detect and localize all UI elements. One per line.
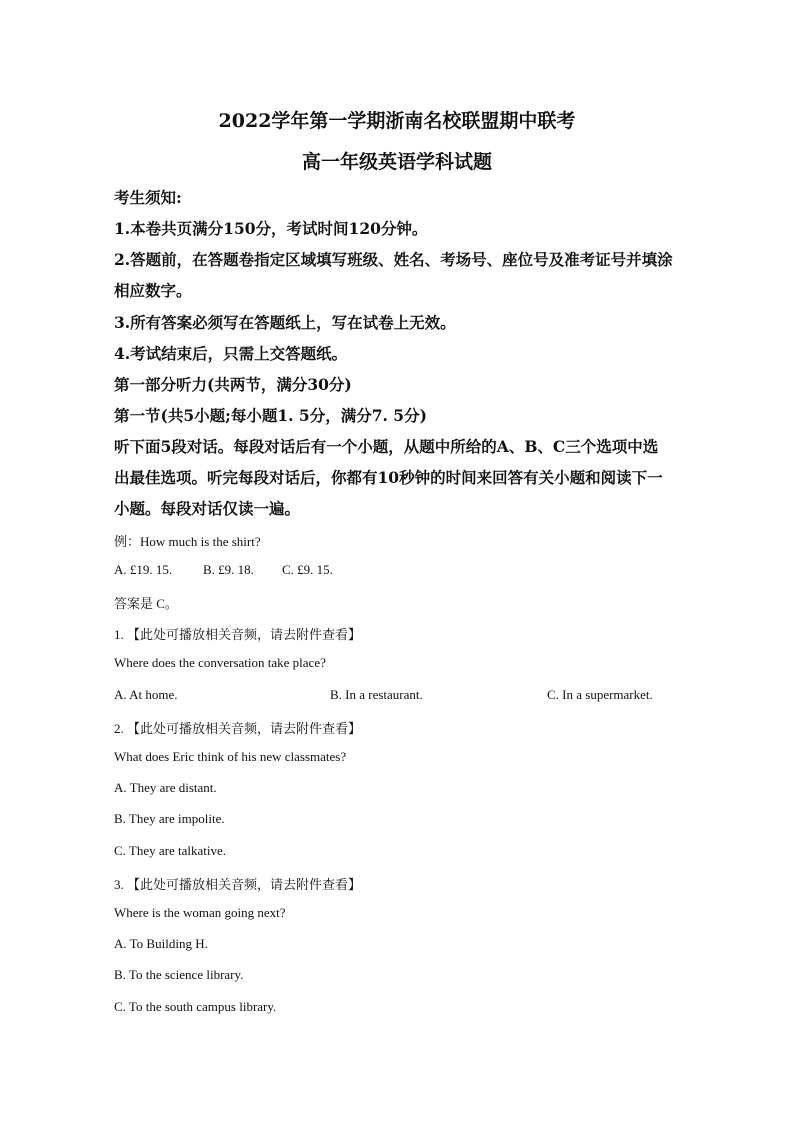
example-option-c: C. £9. 15. <box>282 562 333 577</box>
notice-heading: 考生须知: <box>114 188 182 207</box>
example-answer: 答案是 C。 <box>114 596 178 611</box>
example-question: 例：How much is the shirt? <box>114 534 261 549</box>
notice-item: 3.所有答案必须写在答题纸上，写在试卷上无效。 <box>114 313 456 332</box>
instructions-line: 听下面5段对话。每段对话后有一个小题，从题中所给的A、B、C三个选项中选 <box>114 437 659 456</box>
example-option-b: B. £9. 18. <box>203 562 254 577</box>
question-3-option-c: C. To the south campus library. <box>114 999 277 1014</box>
question-1-option-a: A. At home. <box>114 687 178 702</box>
question-2-text: What does Eric think of his new classmates? <box>114 749 347 764</box>
question-3-option-a: A. To Building H. <box>114 936 208 951</box>
question-1-option-c: C. In a supermarket. <box>547 687 653 702</box>
instructions-line: 小题。每段对话仅读一遍。 <box>114 499 301 518</box>
notice-item: 相应数字。 <box>114 281 192 300</box>
question-2-option-c: C. They are talkative. <box>114 843 227 858</box>
question-3-text: Where is the woman going next? <box>114 905 286 920</box>
question-3-option-b: B. To the science library. <box>114 967 244 982</box>
question-1-audio[interactable]: 1. 【此处可播放相关音频，请去附件查看】 <box>114 627 362 642</box>
question-1-option-b: B. In a restaurant. <box>330 687 423 702</box>
example-option-a: A. £19. 15. <box>114 562 173 577</box>
question-2-audio[interactable]: 2. 【此处可播放相关音频，请去附件查看】 <box>114 721 362 736</box>
question-3-audio[interactable]: 3. 【此处可播放相关音频，请去附件查看】 <box>114 877 362 892</box>
instructions-line: 出最佳选项。听完每段对话后，你都有10秒钟的时间来回答有关小题和阅读下一 <box>114 468 663 487</box>
notice-item: 1.本卷共页满分150分，考试时间120分钟。 <box>114 219 428 238</box>
question-2-option-b: B. They are impolite. <box>114 811 225 826</box>
question-1-text: Where does the conversation take place? <box>114 655 326 670</box>
question-2-option-a: A. They are distant. <box>114 780 217 795</box>
exam-title: 2022学年第一学期浙南名校联盟期中联考 <box>218 110 576 132</box>
notice-item: 4.考试结束后，只需上交答题纸。 <box>114 344 348 363</box>
part1-heading: 第一部分听力(共两节，满分30分) <box>114 375 352 394</box>
section1-heading: 第一节(共5小题;每小题1. 5分，满分7. 5分) <box>114 406 427 425</box>
notice-item: 2.答题前，在答题卷指定区域填写班级、姓名、考场号、座位号及准考证号并填涂 <box>114 250 673 269</box>
exam-subtitle: 高一年级英语学科试题 <box>301 151 492 173</box>
